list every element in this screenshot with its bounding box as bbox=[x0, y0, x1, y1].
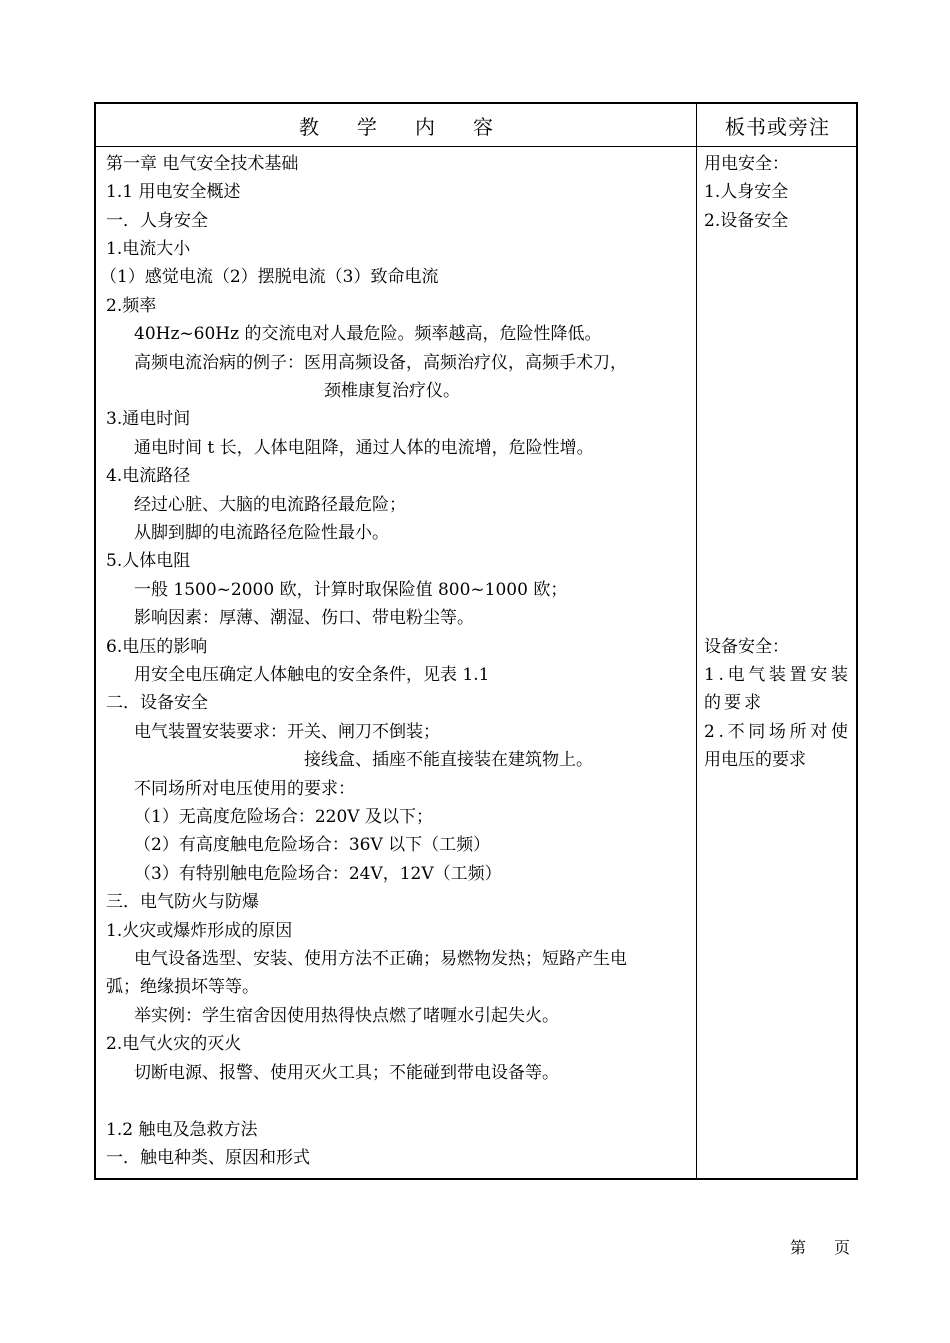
main-line: 电气设备选型、安装、使用方法不正确；易燃物发热；短路产生电 bbox=[134, 949, 627, 969]
side-line: 1 . 电 气 装 置 安 装 bbox=[704, 665, 848, 685]
column-divider bbox=[696, 104, 697, 1178]
main-line: 4.电流路径 bbox=[106, 466, 191, 486]
main-line: 举实例：学生宿舍因使用热得快点燃了啫喱水引起失火。 bbox=[134, 1006, 559, 1026]
header-divider bbox=[96, 146, 856, 147]
main-line: 6.电压的影响 bbox=[106, 637, 208, 657]
side-line: 用电安全： bbox=[704, 154, 789, 174]
side-line: 的要求 bbox=[704, 693, 764, 713]
main-line: 经过心脏、大脑的电流路径最危险； bbox=[134, 495, 406, 515]
main-line: 3.通电时间 bbox=[106, 409, 191, 429]
main-line: 弧；绝缘损坏等等。 bbox=[106, 977, 259, 997]
main-line: 一般 1500~2000 欧，计算时取保险值 800~1000 欧； bbox=[134, 580, 568, 600]
side-line: 2.设备安全 bbox=[704, 211, 789, 231]
main-line: 二．设备安全 bbox=[106, 693, 208, 713]
side-line: 设备安全： bbox=[704, 637, 789, 657]
main-line: （3）有特别触电危险场合：24V，12V（工频） bbox=[134, 864, 502, 884]
main-line: 5.人体电阻 bbox=[106, 551, 191, 571]
side-line: 用电压的要求 bbox=[704, 750, 806, 770]
main-line: （1）感觉电流（2）摆脱电流（3）致命电流 bbox=[100, 267, 439, 287]
main-line: 通电时间 t 长，人体电阻降，通过人体的电流增，危险性增。 bbox=[134, 438, 594, 458]
main-line: 一．人身安全 bbox=[106, 211, 208, 231]
main-line: 不同场所对电压使用的要求： bbox=[134, 779, 355, 799]
main-line: 影响因素：厚薄、潮湿、伤口、带电粉尘等。 bbox=[134, 608, 474, 628]
page-footer bbox=[790, 1235, 850, 1258]
main-line: 一．触电种类、原因和形式 bbox=[106, 1148, 310, 1168]
lesson-table bbox=[94, 102, 858, 1180]
main-line: 2.电气火灾的灭火 bbox=[106, 1034, 242, 1054]
main-line: 40Hz~60Hz 的交流电对人最危险。频率越高，危险性降低。 bbox=[134, 324, 602, 344]
main-line: 1.2 触电及急救方法 bbox=[106, 1120, 258, 1140]
main-line: 接线盒、插座不能直接装在建筑物上。 bbox=[304, 750, 593, 770]
main-line: 电气装置安装要求：开关、闸刀不倒装； bbox=[134, 722, 440, 742]
main-line: 2.频率 bbox=[106, 296, 157, 316]
main-line: 用安全电压确定人体触电的安全条件，见表 1.1 bbox=[134, 665, 490, 685]
main-line: 1.1 用电安全概述 bbox=[106, 182, 241, 202]
header-board-notes: 板书或旁注 bbox=[725, 114, 830, 139]
main-line: 切断电源、报警、使用灭火工具；不能碰到带电设备等。 bbox=[134, 1063, 559, 1083]
header-teaching-content: 教学内容 bbox=[299, 114, 531, 139]
main-line: 高频电流治病的例子：医用高频设备，高频治疗仪，高频手术刀， bbox=[134, 353, 627, 373]
main-line: （2）有高度触电危险场合：36V 以下（工频） bbox=[134, 835, 491, 855]
main-line: 第一章 电气安全技术基础 bbox=[106, 154, 299, 174]
main-line: 颈椎康复治疗仪。 bbox=[324, 381, 460, 401]
side-line: 1.人身安全 bbox=[704, 182, 789, 202]
footer-page-label-right: 页 bbox=[834, 1238, 851, 1257]
main-line: 从脚到脚的电流路径危险性最小。 bbox=[134, 523, 389, 543]
main-line: 1.火灾或爆炸形成的原因 bbox=[106, 921, 293, 941]
main-line: （1）无高度危险场合：220V 及以下； bbox=[134, 807, 433, 827]
main-line: 三．电气防火与防爆 bbox=[106, 892, 259, 912]
main-line: 1.电流大小 bbox=[106, 239, 191, 259]
footer-page-label-left: 第 bbox=[790, 1238, 807, 1257]
side-line: 2 . 不 同 场 所 对 使 bbox=[704, 722, 848, 742]
